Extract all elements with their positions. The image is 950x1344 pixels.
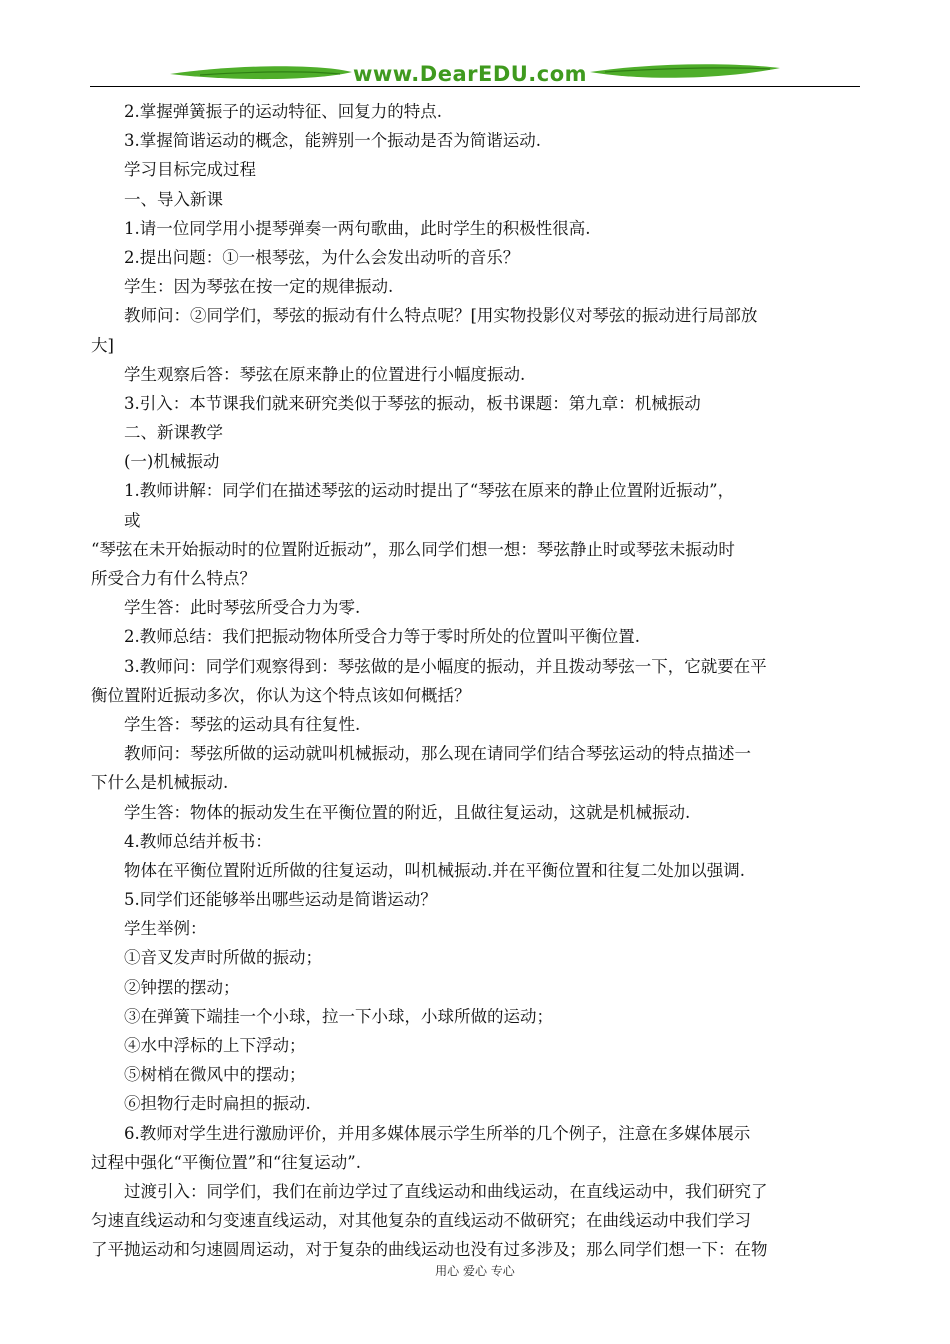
text-line: 学生答：物体的振动发生在平衡位置的附近，且做往复运动，这就是机械振动. bbox=[124, 802, 691, 822]
document-body bbox=[91, 97, 863, 1265]
page-footer: 用心 爱心 专心 bbox=[435, 1264, 515, 1278]
text-line: 学生答：琴弦的运动具有往复性. bbox=[124, 714, 361, 734]
text-line: 2.掌握弹簧振子的运动特征、回复力的特点. bbox=[124, 102, 442, 121]
text-line: 匀速直线运动和匀变速直线运动，对其他复杂的直线运动不做研究；在曲线运动中我们学习 bbox=[91, 1211, 751, 1231]
text-line: 学生：因为琴弦在按一定的规律振动. bbox=[124, 277, 394, 297]
text-line: 过程中强化“平衡位置”和“往复运动”. bbox=[91, 1152, 361, 1172]
text-line: “琴弦在未开始振动时的位置附近振动”，那么同学们想一想：琴弦静止时或琴弦未振动时 bbox=[91, 539, 735, 559]
list-item: ②钟摆的摆动； bbox=[124, 977, 240, 997]
text-line: 下什么是机械振动. bbox=[91, 773, 229, 793]
section-heading: 一、导入新课 bbox=[124, 189, 223, 209]
text-line: 过渡引入：同学们，我们在前边学过了直线运动和曲线运动，在直线运动中，我们研究了 bbox=[124, 1181, 768, 1201]
text-line: 1.教师讲解：同学们在描述琴弦的运动时提出了“琴弦在原来的静止位置附近振动”， bbox=[124, 481, 735, 501]
site-logo[interactable]: www.DearEDU.com bbox=[352, 62, 588, 86]
text-line: 5.同学们还能够举出哪些运动是简谐运动？ bbox=[124, 890, 437, 910]
section-heading: (一)机械振动 bbox=[124, 452, 220, 472]
text-line: 或 bbox=[124, 510, 141, 530]
text-line: 大] bbox=[91, 335, 114, 355]
text-line: 3.掌握简谐运动的概念，能辨别一个振动是否为简谐运动. bbox=[124, 131, 541, 151]
header-divider bbox=[90, 86, 860, 87]
text-line: 3.教师问：同学们观察得到：琴弦做的是小幅度的振动，并且拨动琴弦一下，它就要在平 bbox=[124, 656, 767, 676]
text-line: 学生答：此时琴弦所受合力为零. bbox=[124, 598, 361, 618]
text-line: 所受合力有什么特点？ bbox=[91, 569, 256, 588]
text-line: 学生举例： bbox=[124, 919, 207, 939]
text-line: 2.教师总结：我们把振动物体所受合力等于零时所处的位置叫平衡位置. bbox=[124, 627, 640, 647]
list-item: ①音叉发声时所做的振动； bbox=[124, 948, 322, 968]
text-line: 3.引入：本节课我们就来研究类似于琴弦的振动，板书课题：第九章：机械振动 bbox=[124, 393, 701, 413]
text-line: 物体在平衡位置附近所做的往复运动，叫机械振动.并在平衡位置和往复二处加以强调. bbox=[124, 860, 745, 880]
text-line: 教师问：琴弦所做的运动就叫机械振动，那么现在请同学们结合琴弦运动的特点描述一 bbox=[124, 744, 751, 764]
list-item: ③在弹簧下端挂一个小球，拉一下小球，小球所做的运动； bbox=[124, 1006, 553, 1026]
list-item: ④水中浮标的上下浮动； bbox=[124, 1036, 306, 1055]
text-line: 6.教师对学生进行激励评价，并用多媒体展示学生所举的几个例子，注意在多媒体展示 bbox=[124, 1123, 751, 1143]
text-line: 学生观察后答：琴弦在原来静止的位置进行小幅度振动. bbox=[124, 364, 526, 384]
text-line: 衡位置附近振动多次，你认为这个特点该如何概括？ bbox=[91, 685, 471, 705]
text-line: 1.请一位同学用小提琴弹奏一两句歌曲，此时学生的积极性很高. bbox=[124, 218, 591, 238]
text-line: 2.提出问题：①一根琴弦，为什么会发出动听的音乐？ bbox=[124, 247, 520, 267]
text-line: 了平抛运动和匀速圆周运动，对于复杂的曲线运动也没有过多涉及；那么同学们想一下：在物 bbox=[91, 1240, 768, 1260]
list-item: ⑤树梢在微风中的摆动； bbox=[124, 1065, 306, 1085]
section-heading: 二、新课教学 bbox=[124, 423, 223, 443]
text-line: 教师问：②同学们，琴弦的振动有什么特点呢？[用实物投影仪对琴弦的振动进行局部放 bbox=[124, 306, 758, 326]
text-line: 4.教师总结并板书： bbox=[124, 831, 272, 851]
section-heading: 学习目标完成过程 bbox=[124, 160, 256, 180]
list-item: ⑥担物行走时扁担的振动. bbox=[124, 1094, 311, 1114]
